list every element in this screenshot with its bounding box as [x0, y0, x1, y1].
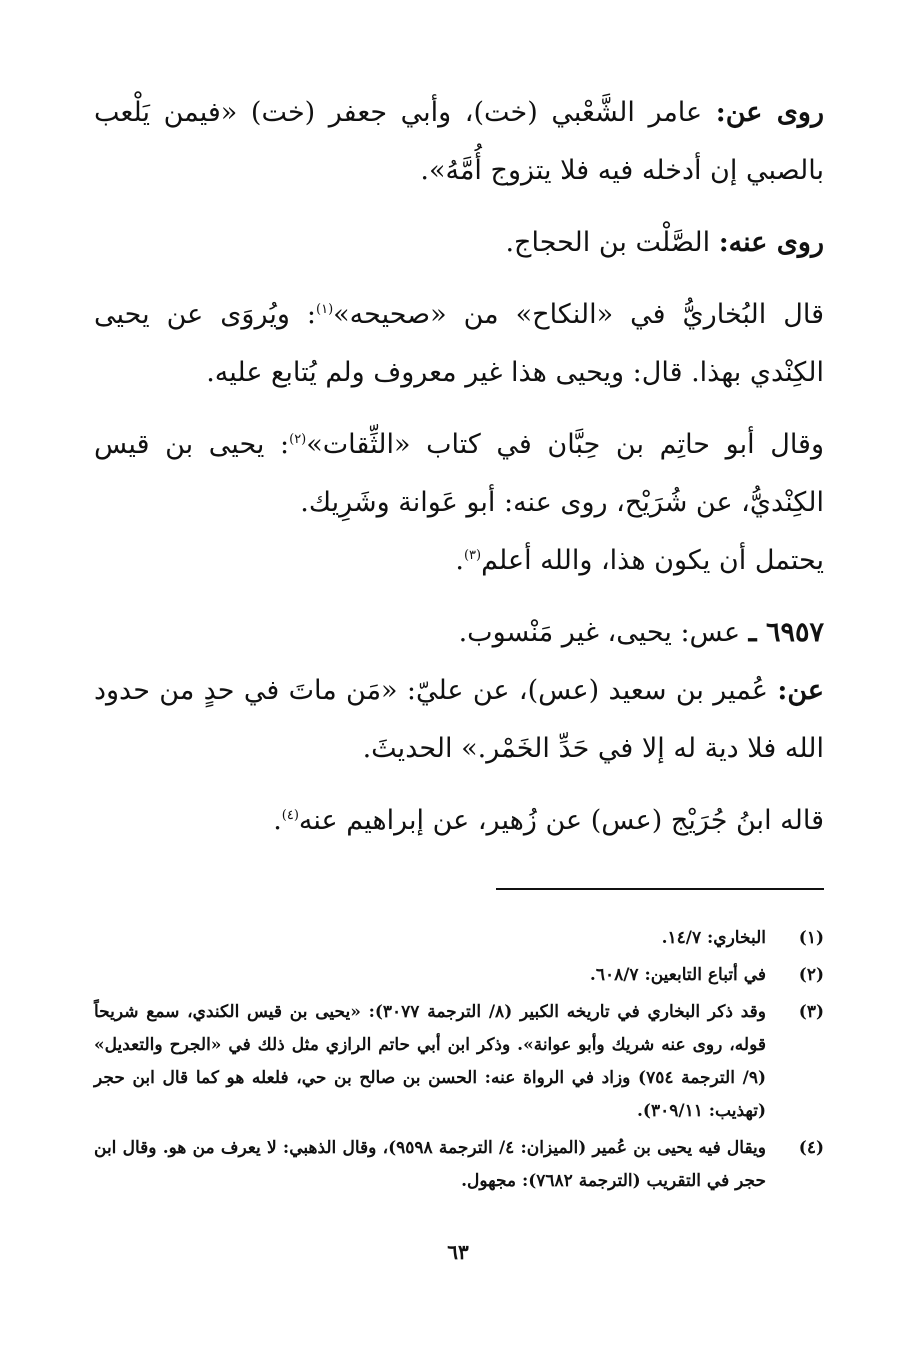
- paragraph-text: قال البُخاريُّ في «النكاح» من «صحيحه»: [333, 299, 825, 330]
- paragraph-text: يحتمل أن يكون هذا، والله أعلم: [481, 545, 824, 576]
- footnote-reference[interactable]: (٢): [289, 432, 307, 447]
- footnote-text: وقد ذكر البخاري في تاريخه الكبير (٨/ الترجمة ٣٠٧٧): «يحيى بن قيس الكندي، سمع شريحاً قوله، روى عنه شريك وأبو عوانة». وذكر ابن أبي حاتم الرازي مثل ذلك في «الجرح والتعديل» (٩/ الترجمة ٧٥٤) وزاد في الرواة عنه: الحسن بن صالح بن حي، فلعله هو كما قال ابن حجر (تهذيب: ٣٠٩/١١).: [94, 1002, 766, 1121]
- paragraph-narrated-from-umair: [94, 662, 824, 778]
- paragraph-text: .: [455, 545, 464, 576]
- footnote-number: (٤): [798, 1138, 824, 1158]
- paragraph-lead: روى عن:: [715, 97, 824, 128]
- paragraph-text: عامر الشَّعْبي (خت)، وأبي جعفر (خت) «فيمن يَلْعب بالصبي إن أدخله فيه فلا يتزوج أُمَّهُ».: [94, 97, 824, 186]
- paragraph-text: : يحيى بن قيس الكِنْديُّ، عن شُرَيْح، روى عنه: أبو عَوانة وشَرِيك.: [94, 429, 824, 518]
- paragraph-text: .: [273, 805, 282, 836]
- paragraph-ibn-jurayj: [94, 792, 824, 850]
- paragraph-text: قاله ابنُ جُرَيْج (عس) عن زُهير، عن إبراهيم عنه: [298, 805, 824, 836]
- footnote-divider: [496, 888, 824, 890]
- footnote: [94, 922, 824, 955]
- paragraph-text: : ويُروَى عن يحيى الكِنْدي بهذا. قال: ويحيى هذا غير معروف ولم يُتابع عليه.: [94, 299, 824, 388]
- footnote-number: (١): [798, 928, 824, 948]
- footnote-text: في أتباع التابعين: ٦٠٨/٧.: [589, 965, 766, 985]
- footnote: [94, 996, 824, 1128]
- footnote-text: البخاري: ١٤/٧.: [661, 928, 766, 948]
- footnote-reference[interactable]: (٣): [463, 548, 482, 563]
- main-text: [94, 84, 824, 864]
- paragraph-narrated-by: [94, 214, 824, 272]
- paragraph-text: عُمير بن سعيد (عس)، عن عليّ: «مَن ماتَ في حدٍ من حدود الله فلا دية له إلا في حَدِّ الخَمْر.» الحديثَ.: [94, 675, 824, 764]
- paragraph-text: عس: يحيى، غير مَنْسوب.: [458, 617, 749, 648]
- footnotes: [94, 922, 824, 1202]
- footnote-reference[interactable]: (٤): [281, 808, 299, 823]
- paragraph-comment: [94, 532, 824, 590]
- footnote-reference[interactable]: (١): [316, 302, 334, 317]
- page-number: ٦٣: [447, 1240, 469, 1264]
- footnote-number: (٢): [798, 965, 824, 985]
- footnote: [94, 1132, 824, 1198]
- footnote: [94, 959, 824, 992]
- paragraph-ibn-hibban: [94, 416, 824, 532]
- paragraph-text: وقال أبو حاتِم بن حِبَّان في كتاب «الثِّقات»: [306, 429, 825, 460]
- paragraph-lead: عن:: [777, 675, 824, 706]
- footnote-number: (٣): [798, 1002, 824, 1022]
- footnote-text: ويقال فيه يحيى بن عُمير (الميزان: ٤/ الترجمة ٩٥٩٨)، وقال الذهبي: لا يعرف من هو. وقال ابن حجر في التقريب (الترجمة ٧٦٨٢): مجهول.: [94, 1138, 766, 1191]
- paragraph-narrated-from: [94, 84, 824, 200]
- entry-number: ٦٩٥٧ ـ: [748, 617, 824, 648]
- paragraph-lead: روى عنه:: [718, 227, 824, 258]
- paragraph-entry-heading: [94, 604, 824, 662]
- paragraph-bukhari: [94, 286, 824, 402]
- paragraph-text: الصَّلْت بن الحجاج.: [505, 227, 719, 258]
